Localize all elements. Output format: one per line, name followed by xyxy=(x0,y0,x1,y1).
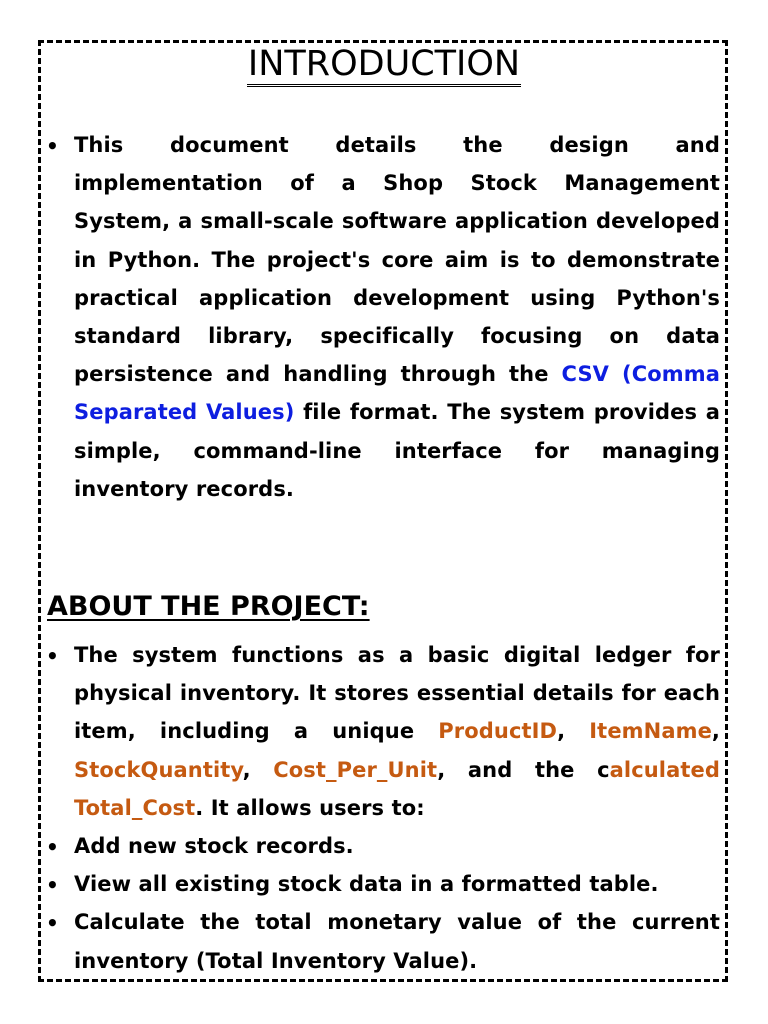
feature-view-data: View all existing stock data in a formatted table. xyxy=(74,872,659,897)
list-item xyxy=(0,865,768,903)
list-item xyxy=(0,126,768,508)
about-paragraph xyxy=(74,636,720,827)
list-item xyxy=(0,636,768,827)
section-heading-about: ABOUT THE PROJECT: xyxy=(47,591,370,622)
field-cost-per-unit: Cost_Per_Unit xyxy=(273,757,438,782)
bullet-icon: • xyxy=(46,911,59,936)
feature-total-value: Calculate the total monetary value of the current inventory (Total Inventory Value). xyxy=(74,910,720,973)
list-item xyxy=(0,827,768,865)
field-productid: ProductID xyxy=(438,719,558,744)
intro-text-before: This document details the design and implementation of a Shop Stock Management System, a small-scale software application developed in Python. The project's core aim is to demonstrate practical application development using Python's standard library, specifically focusing on data persistence and handling through the xyxy=(74,133,720,387)
bullet-icon: • xyxy=(46,134,59,158)
about-text-part2: , and the c xyxy=(437,757,610,782)
list-item xyxy=(0,903,768,979)
field-stockquantity: StockQuantity xyxy=(74,757,243,782)
page-title-text: INTRODUCTION xyxy=(247,44,521,87)
bullet-icon: • xyxy=(46,644,59,668)
intro-text-after: file format. The system provides a simple, command-line interface for managing inventory records. xyxy=(74,400,720,501)
feature-add-records: Add new stock records. xyxy=(74,834,354,859)
intro-paragraph xyxy=(74,126,720,508)
page-title xyxy=(0,40,768,88)
about-bullet-list xyxy=(0,636,768,980)
field-total-cost: alculated Total_Cost xyxy=(74,757,720,820)
bullet-icon: • xyxy=(46,873,59,898)
csv-highlight: CSV (Comma Separated Values) xyxy=(74,362,720,425)
about-text-part1: The system functions as a basic digital ledger for physical inventory. It stores essential details for each item, including a unique xyxy=(74,643,720,744)
field-itemname: ItemName xyxy=(589,719,712,744)
about-text-part3: . It allows users to: xyxy=(195,795,425,820)
about-sep3: , xyxy=(242,757,274,782)
intro-bullet-list xyxy=(0,126,768,508)
about-sep1: , xyxy=(557,719,590,744)
bullet-icon: • xyxy=(46,835,59,860)
about-sep2: , xyxy=(711,719,720,744)
